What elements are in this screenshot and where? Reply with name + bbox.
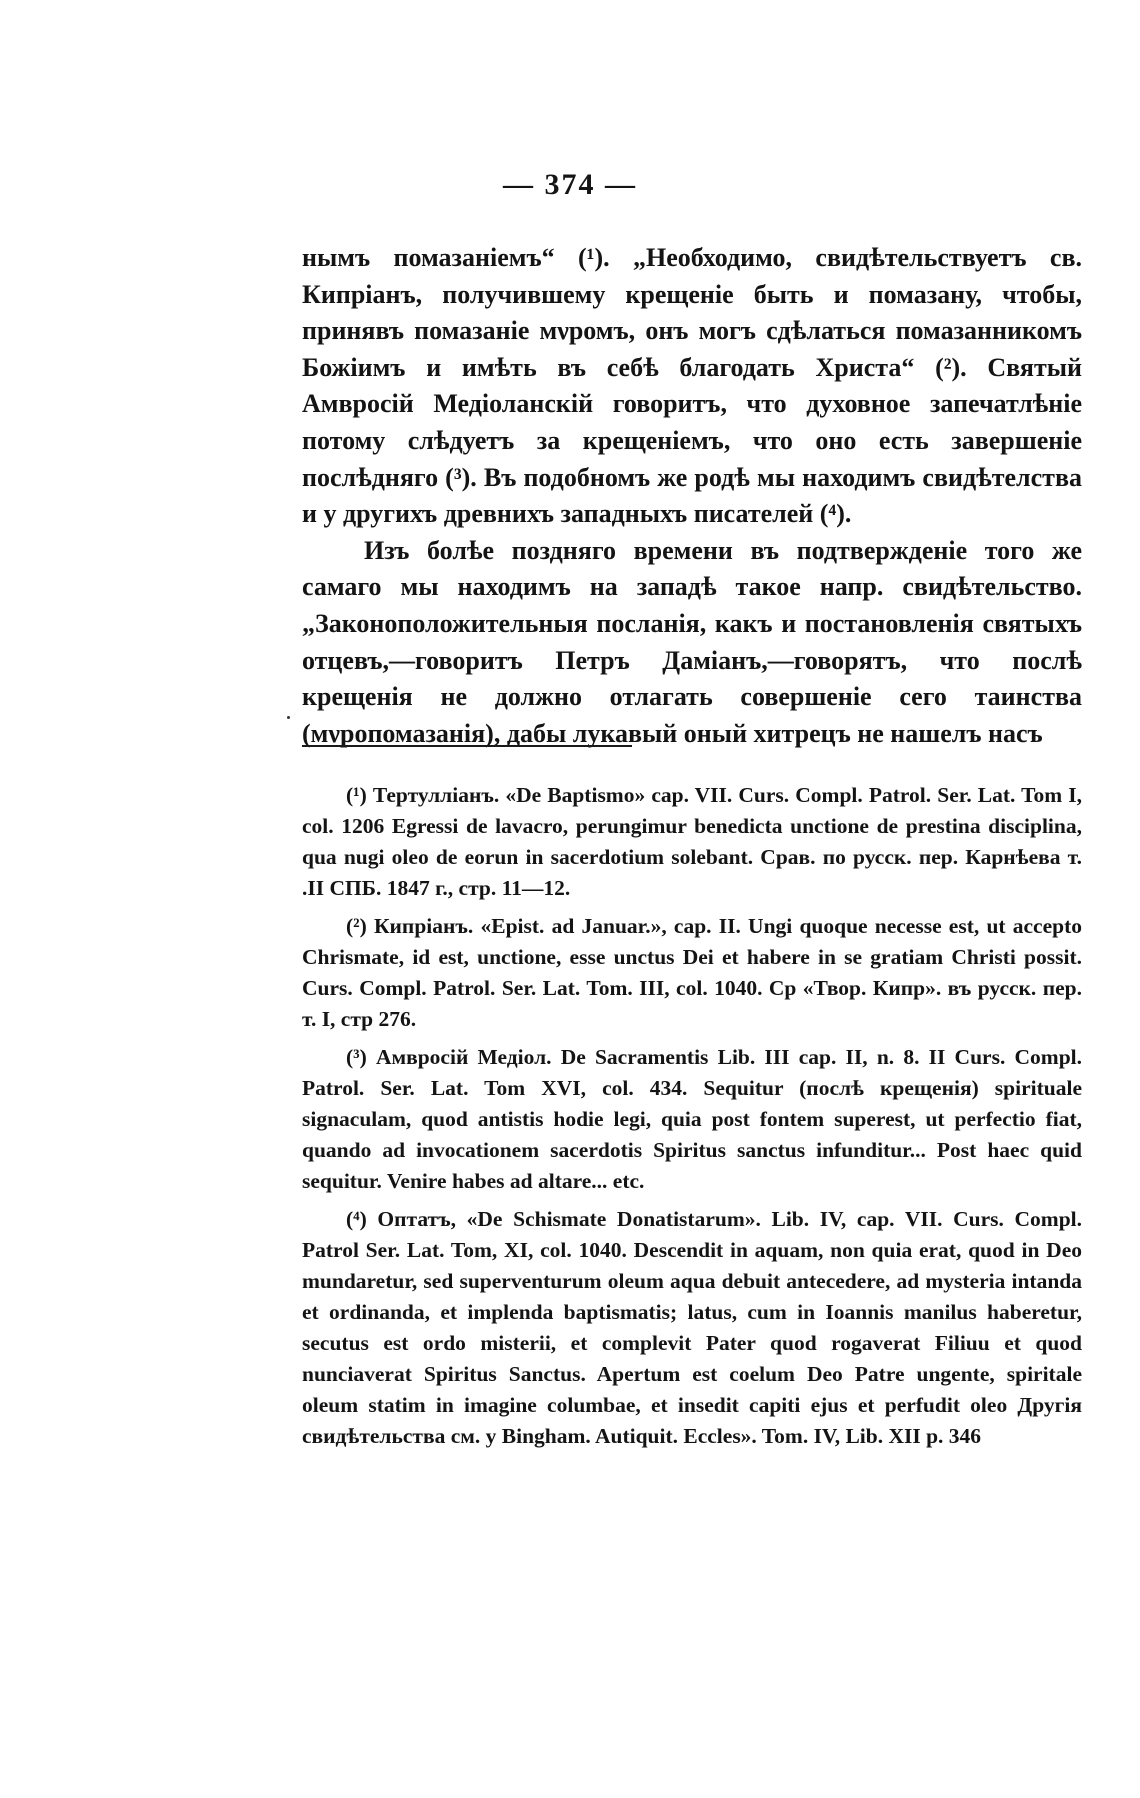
stray-ink-mark xyxy=(287,716,290,719)
footnote-4: (⁴) Оптатъ, «De Schismate Donatistarum». Lib. IV, cap. VII. Curs. Compl. Patrol Ser. Lat. Tom, XI, col. 1040. Descendit in aquam, non quia erat, quod in Deo mundaretur, sed superventurum oleum aqua debuit antecedere, ad mysteria intanda et ordinanda, et implenda baptismatis; latus, cum in Ioannis manilus haberetur, secutus est ordo misterii, et complevit Pater quod rogaverat Filiuu et quod nunciaverat Spiritus Sanctus. Apertum est coelum Deo Patre ungente, spiritale oleum statim in imagine columbae, et insedit capiti ejus et perfudit oleo Другія свидѣтельства см. у Bingham. Autiquit. Eccles». Tom. IV, Lib. XII p. 346 xyxy=(302,1207,1082,1448)
page-number: — 374 — xyxy=(503,168,637,201)
main-text xyxy=(302,240,1082,752)
body-paragraph: Изъ болѣе поздняго времени въ подтвержденіе того же самаго мы находимъ на западѣ такое напр. свидѣтельство. „Законоположительныя посланія, какъ и постановленія святыхъ отцевъ,—говоритъ Петръ Даміанъ,—говорятъ, что послѣ крещенія не должно отлагать совершеніе сего таинства (мνропомазанія), дабы лукавый оный хитрецъ не нашелъ насъ xyxy=(302,535,1082,748)
body-paragraph: нымъ помазаніемъ“ (¹). „Необходимо, свидѣтельствуетъ св. Кипріанъ, получившему крещеніе быть и помазану, чтобы, принявъ помазаніе мνромъ, онъ могъ сдѣлаться помазанникомъ Божіимъ и имѣть въ себѣ благодать Христа“ (²). Святый Амвросій Медіоланскій говоритъ, что духовное запечатлѣніе потому слѣдуетъ за крещеніемъ, что оно есть завершеніе послѣдняго (³). Въ подобномъ же родѣ мы находимъ свидѣтелства и у другихъ древнихъ западныхъ писателей (⁴). xyxy=(302,243,1082,529)
footnotes xyxy=(302,780,1082,1459)
footnote-2: (²) Кипріанъ. «Epist. ad Januar.», cap. II. Ungi quoque necesse est, ut accepto Chrismate, id est, unctione, esse unctus Dei et habere in se gratiam Christi possit. Curs. Compl. Patrol. Ser. Lat. Tom. III, col. 1040. Ср «Твор. Кипр». въ русск. пер. т. I, стр 276. xyxy=(302,914,1082,1031)
footnote-1: (¹) Тертулліанъ. «De Baptismo» cap. VII. Curs. Compl. Patrol. Ser. Lat. Tom I, col. 1206 Egressi de lavacro, perungimur benedicta unctione de prestina disciplina, qua nugi oleo de eorun in sacerdotium solebant. Срав. по русск. пер. Карнѣева т. .II СПБ. 1847 г., стр. 11—12. xyxy=(302,783,1082,900)
footnote-separator xyxy=(302,745,632,747)
footnote-3: (³) Амвросій Медіол. De Sacramentis Lib. III cap. II, n. 8. II Curs. Compl. Patrol. Ser. Lat. Tom XVI, col. 434. Sequitur (послѣ крещенія) spirituale signaculam, quod antistis hodie legi, quia post fontem superest, ut perfectio fiat, quando ad invocationem sacerdotis Spiritus sanctus infunditur... Post haec quid sequitur. Venire habes ad altare... etc. xyxy=(302,1045,1082,1193)
